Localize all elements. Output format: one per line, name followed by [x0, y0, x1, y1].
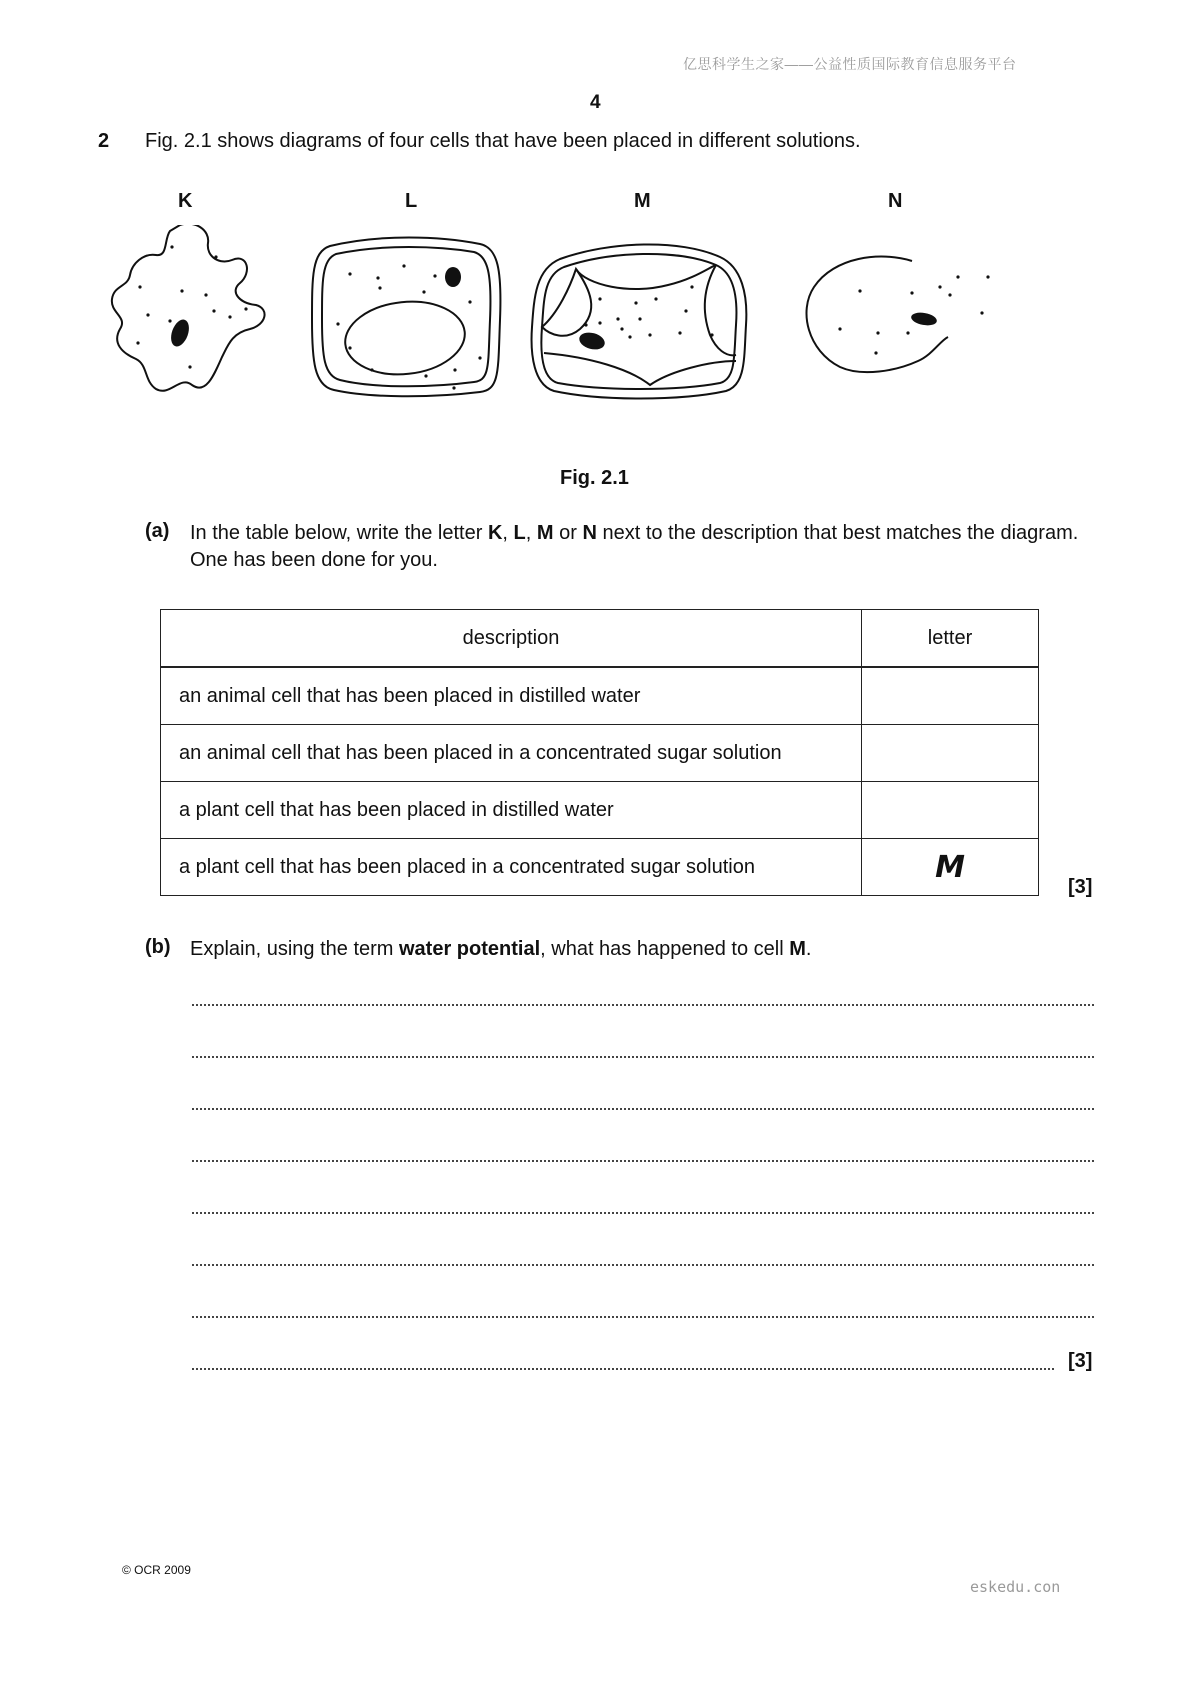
table-row [161, 839, 1039, 896]
table-row [161, 667, 1039, 725]
copyright-notice: © OCR 2009 [122, 1563, 191, 1577]
page-number: 4 [590, 92, 601, 113]
part-a-instructions: In the table below, write the letter K, L, M or N next to the description that best matches the diagram. One has been done for you. [190, 522, 1079, 571]
cell-label-m: M [634, 190, 651, 212]
row-description: an animal cell that has been placed in distilled water [161, 667, 862, 725]
row-letter-example: M [862, 839, 1039, 896]
cell-label-k: K [178, 190, 193, 212]
answer-table [160, 609, 1039, 896]
table-row [161, 725, 1039, 782]
cell-n-drawing [806, 257, 989, 373]
answer-line[interactable] [192, 1160, 1094, 1162]
header-watermark: 亿思科学生之家——公益性质国际教育信息服务平台 [683, 56, 1017, 72]
answer-line[interactable] [192, 1264, 1094, 1266]
question-text: Fig. 2.1 shows diagrams of four cells that have been placed in different solutions. [145, 130, 861, 152]
letter-l: L [513, 522, 526, 544]
row-letter-answer[interactable] [862, 782, 1039, 839]
figure-caption: Fig. 2.1 [560, 467, 629, 489]
part-a-marks: [3] [1068, 876, 1093, 898]
footer-watermark: eskedu.con [970, 1578, 1061, 1596]
part-a-label: (a) [145, 520, 170, 542]
row-letter-answer[interactable] [862, 725, 1039, 782]
cell-label-n: N [888, 190, 903, 212]
row-description: an animal cell that has been placed in a concentrated sugar solution [161, 725, 862, 782]
header-letter: letter [862, 610, 1039, 668]
question-number: 2 [98, 130, 110, 152]
row-description: a plant cell that has been placed in distilled water [161, 782, 862, 839]
answer-line[interactable] [192, 1108, 1094, 1110]
table-row [161, 782, 1039, 839]
answer-line[interactable] [192, 1316, 1094, 1318]
answer-line[interactable] [192, 1004, 1094, 1006]
cell-m-drawing [532, 244, 747, 398]
row-description: a plant cell that has been placed in a concentrated sugar solution [161, 839, 862, 896]
part-b-marks: [3] [1068, 1350, 1093, 1372]
letter-n: N [582, 522, 597, 544]
cell-k-drawing [112, 225, 265, 391]
answer-line[interactable] [192, 1368, 1054, 1370]
term-water-potential: water potential [399, 938, 541, 960]
part-b-label: (b) [145, 936, 171, 958]
cell-m-ref: M [789, 938, 806, 960]
answer-line[interactable] [192, 1056, 1094, 1058]
letter-m: M [536, 522, 554, 544]
cell-l-drawing [312, 238, 500, 397]
cell-diagrams-figure [110, 225, 1100, 415]
header-description: description [161, 610, 862, 668]
part-b-question: Explain, using the term water potential, what has happened to cell M. [190, 938, 812, 960]
table-header-row [161, 610, 1039, 668]
cell-label-l: L [405, 190, 418, 212]
row-letter-answer[interactable] [862, 667, 1039, 725]
letter-k: K [487, 522, 503, 544]
answer-line[interactable] [192, 1212, 1094, 1214]
